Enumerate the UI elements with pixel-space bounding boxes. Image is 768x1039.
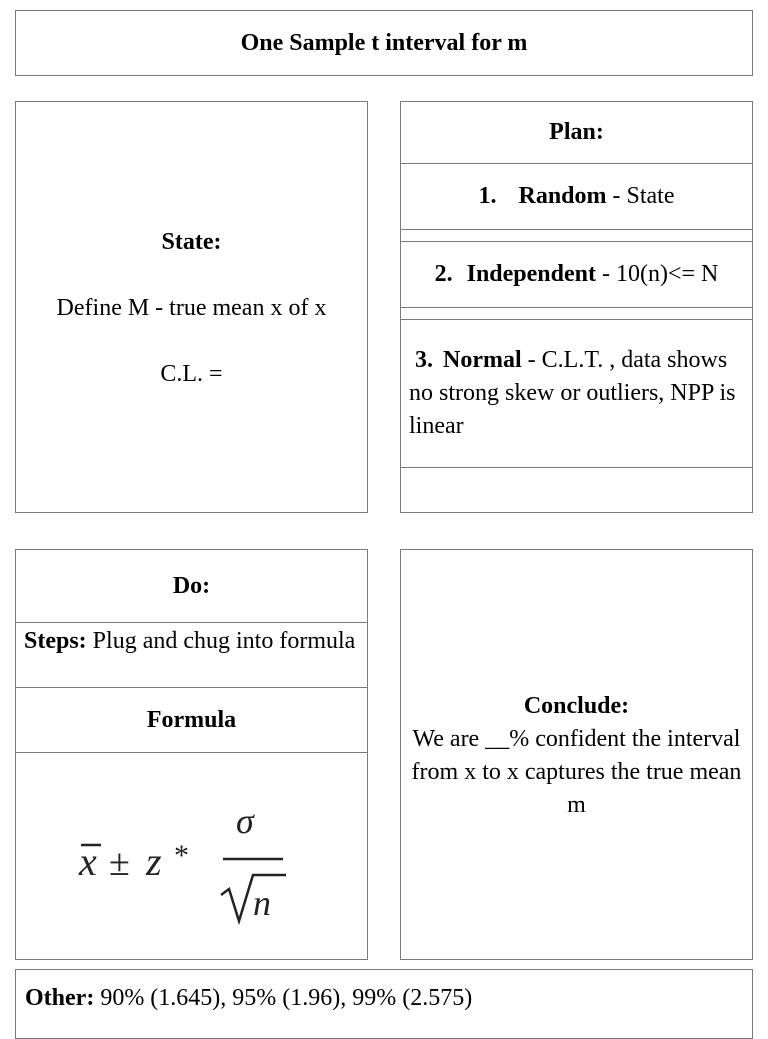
formula-plus-minus: ± xyxy=(109,842,130,884)
do-steps-text: Plug and chug into formula xyxy=(86,628,356,654)
conclude-text: We are __% confident the interval from x to x captures the true mean m xyxy=(411,726,742,818)
state-define: Define M - true mean x of x xyxy=(56,295,327,321)
formula-z: z xyxy=(146,839,162,884)
formula-x: x xyxy=(79,839,97,884)
other-text: 90% (1.645), 95% (1.96), 99% (2.575) xyxy=(94,985,473,1011)
state-content xyxy=(16,226,367,424)
formula-image xyxy=(71,783,311,933)
formula-n: n xyxy=(253,883,271,923)
plan-item-1-text: - State xyxy=(606,183,675,209)
plan-item-3-number: 3. xyxy=(415,347,433,373)
page-title-text: One Sample t interval for m xyxy=(240,29,528,56)
do-heading: Do: xyxy=(16,550,367,623)
plan-item-3-title: Normal xyxy=(443,347,522,373)
formula-area xyxy=(16,753,367,959)
do-steps-label: Steps: xyxy=(24,628,87,654)
formula-heading: Formula xyxy=(16,688,367,753)
plan-divider xyxy=(401,308,752,320)
plan-item-independent xyxy=(401,242,752,308)
state-heading: State: xyxy=(161,229,222,255)
conclude-section xyxy=(400,549,753,960)
plan-item-random xyxy=(401,164,752,230)
plan-item-2-title: Independent xyxy=(466,261,596,287)
formula-star: * xyxy=(174,839,189,872)
state-section xyxy=(15,101,368,513)
do-steps xyxy=(16,623,367,688)
other-label: Other: xyxy=(25,985,95,1011)
plan-item-1-title: Random xyxy=(518,183,607,209)
page-title xyxy=(15,10,753,76)
plan-item-2-number: 2. xyxy=(434,261,453,287)
conclude-content xyxy=(411,690,742,822)
plan-heading: Plan: xyxy=(401,102,752,164)
formula-sigma: σ xyxy=(236,801,254,841)
plan-section xyxy=(400,101,753,513)
do-section xyxy=(15,549,368,960)
plan-item-1-number: 1. xyxy=(478,183,497,209)
state-cl: C.L. = xyxy=(160,361,223,387)
plan-divider xyxy=(401,230,752,242)
plan-item-normal xyxy=(401,320,752,468)
other-section xyxy=(15,969,753,1039)
plan-item-3-text: - C.L.T. , data shows no strong skew or outliers, NPP is linear xyxy=(409,347,736,439)
conclude-heading: Conclude: xyxy=(523,693,630,719)
plan-item-2-text: - 10(n)<= N xyxy=(595,261,719,287)
